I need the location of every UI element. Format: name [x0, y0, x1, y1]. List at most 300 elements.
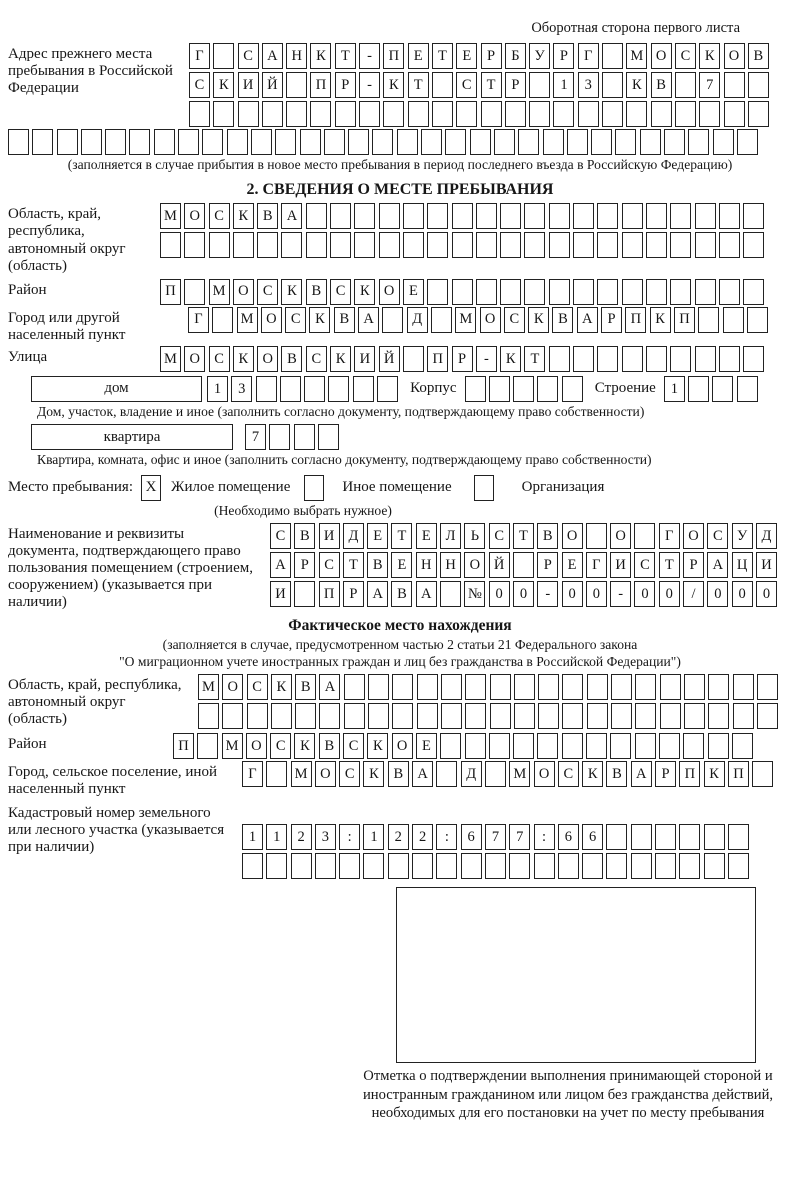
- char-box[interactable]: [538, 674, 559, 700]
- char-box[interactable]: -: [359, 72, 380, 98]
- char-box[interactable]: -: [610, 581, 631, 607]
- char-box[interactable]: [363, 853, 384, 879]
- char-box[interactable]: [222, 703, 243, 729]
- char-box[interactable]: [509, 853, 530, 879]
- char-box[interactable]: [505, 101, 526, 127]
- char-box[interactable]: [543, 129, 564, 155]
- char-box[interactable]: С: [257, 279, 278, 305]
- char-box[interactable]: П: [383, 43, 404, 69]
- char-box[interactable]: С: [489, 523, 510, 549]
- char-box[interactable]: [476, 279, 497, 305]
- char-box[interactable]: [403, 203, 424, 229]
- char-box[interactable]: [688, 129, 709, 155]
- char-box[interactable]: Е: [562, 552, 583, 578]
- char-box[interactable]: [622, 203, 643, 229]
- char-box[interactable]: О: [683, 523, 704, 549]
- char-box[interactable]: [578, 101, 599, 127]
- char-box[interactable]: [606, 824, 627, 850]
- char-box[interactable]: [465, 703, 486, 729]
- char-box[interactable]: [733, 674, 754, 700]
- char-box[interactable]: [708, 733, 729, 759]
- char-box[interactable]: [737, 129, 758, 155]
- char-box[interactable]: [354, 232, 375, 258]
- char-box[interactable]: 2: [291, 824, 312, 850]
- char-box[interactable]: [695, 279, 716, 305]
- char-box[interactable]: А: [270, 552, 291, 578]
- char-box[interactable]: [558, 853, 579, 879]
- char-box[interactable]: [485, 761, 506, 787]
- char-box[interactable]: [431, 307, 452, 333]
- char-box[interactable]: К: [650, 307, 671, 333]
- char-box[interactable]: С: [238, 43, 259, 69]
- char-box[interactable]: С: [707, 523, 728, 549]
- char-box[interactable]: Т: [391, 523, 412, 549]
- char-box[interactable]: [213, 43, 234, 69]
- char-box[interactable]: О: [610, 523, 631, 549]
- char-box[interactable]: [719, 232, 740, 258]
- char-box[interactable]: [452, 203, 473, 229]
- char-box[interactable]: [339, 853, 360, 879]
- char-box[interactable]: П: [674, 307, 695, 333]
- char-box[interactable]: [266, 761, 287, 787]
- char-box[interactable]: В: [651, 72, 672, 98]
- char-box[interactable]: [324, 129, 345, 155]
- char-box[interactable]: 0: [562, 581, 583, 607]
- char-box[interactable]: О: [562, 523, 583, 549]
- char-box[interactable]: [328, 376, 349, 402]
- char-box[interactable]: [379, 232, 400, 258]
- char-box[interactable]: [8, 129, 29, 155]
- char-box[interactable]: А: [319, 674, 340, 700]
- char-box[interactable]: [184, 232, 205, 258]
- char-box[interactable]: С: [247, 674, 268, 700]
- char-box[interactable]: [417, 703, 438, 729]
- char-box[interactable]: [743, 232, 764, 258]
- char-box[interactable]: К: [626, 72, 647, 98]
- char-box[interactable]: [635, 674, 656, 700]
- char-box[interactable]: С: [209, 203, 230, 229]
- char-box[interactable]: М: [222, 733, 243, 759]
- char-box[interactable]: [238, 101, 259, 127]
- char-box[interactable]: И: [270, 581, 291, 607]
- char-box[interactable]: В: [334, 307, 355, 333]
- char-box[interactable]: К: [309, 307, 330, 333]
- char-box[interactable]: 3: [578, 72, 599, 98]
- char-box[interactable]: Р: [537, 552, 558, 578]
- char-box[interactable]: М: [455, 307, 476, 333]
- char-box[interactable]: Е: [367, 523, 388, 549]
- char-box[interactable]: 7: [509, 824, 530, 850]
- char-box[interactable]: Д: [756, 523, 777, 549]
- char-box[interactable]: Р: [294, 552, 315, 578]
- char-box[interactable]: [728, 824, 749, 850]
- char-box[interactable]: [154, 129, 175, 155]
- char-box[interactable]: [573, 232, 594, 258]
- char-box[interactable]: В: [748, 43, 769, 69]
- char-box[interactable]: [626, 101, 647, 127]
- char-box[interactable]: Ь: [464, 523, 485, 549]
- char-box[interactable]: [679, 824, 700, 850]
- char-box[interactable]: [500, 203, 521, 229]
- char-box[interactable]: [445, 129, 466, 155]
- char-box[interactable]: [752, 761, 773, 787]
- char-box[interactable]: Н: [416, 552, 437, 578]
- char-box[interactable]: [427, 232, 448, 258]
- char-box[interactable]: [359, 101, 380, 127]
- char-box[interactable]: [330, 203, 351, 229]
- char-box[interactable]: [524, 203, 545, 229]
- char-box[interactable]: А: [631, 761, 652, 787]
- char-box[interactable]: Е: [391, 552, 412, 578]
- char-box[interactable]: [489, 733, 510, 759]
- char-box[interactable]: [427, 279, 448, 305]
- char-box[interactable]: М: [626, 43, 647, 69]
- char-box[interactable]: [354, 203, 375, 229]
- char-box[interactable]: [664, 129, 685, 155]
- char-box[interactable]: 0: [732, 581, 753, 607]
- char-box[interactable]: [280, 376, 301, 402]
- char-box[interactable]: [723, 307, 744, 333]
- char-box[interactable]: [514, 674, 535, 700]
- char-box[interactable]: А: [262, 43, 283, 69]
- char-box[interactable]: С: [319, 552, 340, 578]
- char-box[interactable]: И: [319, 523, 340, 549]
- char-box[interactable]: [403, 346, 424, 372]
- char-box[interactable]: [635, 733, 656, 759]
- char-box[interactable]: 6: [582, 824, 603, 850]
- char-box[interactable]: [549, 232, 570, 258]
- char-box[interactable]: [631, 853, 652, 879]
- char-box[interactable]: [724, 72, 745, 98]
- char-box[interactable]: [81, 129, 102, 155]
- char-box[interactable]: Р: [343, 581, 364, 607]
- char-box[interactable]: [670, 232, 691, 258]
- char-box[interactable]: [271, 703, 292, 729]
- char-box[interactable]: [452, 279, 473, 305]
- char-box[interactable]: [684, 674, 705, 700]
- char-box[interactable]: И: [756, 552, 777, 578]
- char-box[interactable]: С: [209, 346, 230, 372]
- char-box[interactable]: [698, 307, 719, 333]
- char-box[interactable]: [549, 279, 570, 305]
- char-box[interactable]: [640, 129, 661, 155]
- char-box[interactable]: Е: [456, 43, 477, 69]
- char-box[interactable]: [251, 129, 272, 155]
- char-box[interactable]: [432, 101, 453, 127]
- char-box[interactable]: [160, 232, 181, 258]
- char-box[interactable]: В: [552, 307, 573, 333]
- char-box[interactable]: [732, 733, 753, 759]
- char-box[interactable]: Й: [262, 72, 283, 98]
- char-box[interactable]: А: [358, 307, 379, 333]
- char-box[interactable]: К: [367, 733, 388, 759]
- char-box[interactable]: [670, 279, 691, 305]
- other-premises-checkbox[interactable]: [304, 475, 324, 501]
- char-box[interactable]: [275, 129, 296, 155]
- char-box[interactable]: [748, 101, 769, 127]
- char-box[interactable]: Р: [683, 552, 704, 578]
- char-box[interactable]: 3: [231, 376, 252, 402]
- char-box[interactable]: [719, 346, 740, 372]
- char-box[interactable]: /: [683, 581, 704, 607]
- char-box[interactable]: :: [339, 824, 360, 850]
- char-box[interactable]: В: [367, 552, 388, 578]
- char-box[interactable]: 1: [553, 72, 574, 98]
- char-box[interactable]: С: [456, 72, 477, 98]
- char-box[interactable]: О: [480, 307, 501, 333]
- char-box[interactable]: [573, 346, 594, 372]
- char-box[interactable]: П: [625, 307, 646, 333]
- char-box[interactable]: Р: [335, 72, 356, 98]
- char-box[interactable]: 0: [513, 581, 534, 607]
- char-box[interactable]: [602, 101, 623, 127]
- char-box[interactable]: О: [222, 674, 243, 700]
- char-box[interactable]: [500, 232, 521, 258]
- char-box[interactable]: [670, 203, 691, 229]
- char-box[interactable]: В: [537, 523, 558, 549]
- char-box[interactable]: [57, 129, 78, 155]
- char-box[interactable]: Т: [524, 346, 545, 372]
- char-box[interactable]: [708, 703, 729, 729]
- char-box[interactable]: [490, 703, 511, 729]
- char-box[interactable]: [470, 129, 491, 155]
- char-box[interactable]: [524, 232, 545, 258]
- char-box[interactable]: [494, 129, 515, 155]
- char-box[interactable]: [728, 853, 749, 879]
- char-box[interactable]: [490, 674, 511, 700]
- char-box[interactable]: М: [509, 761, 530, 787]
- char-box[interactable]: [712, 376, 733, 402]
- char-box[interactable]: [562, 376, 583, 402]
- char-box[interactable]: 7: [485, 824, 506, 850]
- char-box[interactable]: К: [528, 307, 549, 333]
- char-box[interactable]: [660, 703, 681, 729]
- char-box[interactable]: С: [270, 733, 291, 759]
- char-box[interactable]: П: [173, 733, 194, 759]
- char-box[interactable]: [684, 703, 705, 729]
- char-box[interactable]: К: [582, 761, 603, 787]
- char-box[interactable]: К: [354, 279, 375, 305]
- char-box[interactable]: [189, 101, 210, 127]
- char-box[interactable]: [747, 307, 768, 333]
- char-box[interactable]: [549, 346, 570, 372]
- char-box[interactable]: [562, 703, 583, 729]
- char-box[interactable]: О: [379, 279, 400, 305]
- char-box[interactable]: [300, 129, 321, 155]
- char-box[interactable]: П: [319, 581, 340, 607]
- char-box[interactable]: М: [291, 761, 312, 787]
- char-box[interactable]: [197, 733, 218, 759]
- char-box[interactable]: [412, 853, 433, 879]
- char-box[interactable]: [611, 703, 632, 729]
- char-box[interactable]: Е: [408, 43, 429, 69]
- char-box[interactable]: Т: [343, 552, 364, 578]
- char-box[interactable]: У: [529, 43, 550, 69]
- char-box[interactable]: [719, 279, 740, 305]
- char-box[interactable]: 1: [207, 376, 228, 402]
- char-box[interactable]: [610, 733, 631, 759]
- char-box[interactable]: [344, 703, 365, 729]
- char-box[interactable]: [382, 307, 403, 333]
- char-box[interactable]: И: [354, 346, 375, 372]
- char-box[interactable]: [586, 733, 607, 759]
- char-box[interactable]: [688, 376, 709, 402]
- char-box[interactable]: Н: [440, 552, 461, 578]
- char-box[interactable]: Т: [481, 72, 502, 98]
- char-box[interactable]: 2: [388, 824, 409, 850]
- char-box[interactable]: №: [464, 581, 485, 607]
- char-box[interactable]: [441, 703, 462, 729]
- char-box[interactable]: Е: [416, 733, 437, 759]
- char-box[interactable]: [286, 72, 307, 98]
- char-box[interactable]: [476, 232, 497, 258]
- char-box[interactable]: [294, 581, 315, 607]
- char-box[interactable]: [660, 674, 681, 700]
- char-box[interactable]: [513, 376, 534, 402]
- char-box[interactable]: В: [257, 203, 278, 229]
- char-box[interactable]: К: [500, 346, 521, 372]
- char-box[interactable]: П: [679, 761, 700, 787]
- char-box[interactable]: И: [238, 72, 259, 98]
- char-box[interactable]: [537, 733, 558, 759]
- char-box[interactable]: Ц: [732, 552, 753, 578]
- char-box[interactable]: В: [295, 674, 316, 700]
- char-box[interactable]: М: [160, 346, 181, 372]
- char-box[interactable]: [513, 552, 534, 578]
- char-box[interactable]: [602, 43, 623, 69]
- char-box[interactable]: 6: [461, 824, 482, 850]
- char-box[interactable]: [383, 101, 404, 127]
- char-box[interactable]: О: [184, 203, 205, 229]
- char-box[interactable]: В: [281, 346, 302, 372]
- char-box[interactable]: [388, 853, 409, 879]
- char-box[interactable]: [436, 853, 457, 879]
- char-box[interactable]: :: [436, 824, 457, 850]
- char-box[interactable]: П: [160, 279, 181, 305]
- char-box[interactable]: С: [270, 523, 291, 549]
- char-box[interactable]: О: [184, 346, 205, 372]
- char-box[interactable]: [597, 346, 618, 372]
- char-box[interactable]: [291, 853, 312, 879]
- char-box[interactable]: [198, 703, 219, 729]
- char-box[interactable]: [719, 203, 740, 229]
- char-box[interactable]: 0: [634, 581, 655, 607]
- char-box[interactable]: [683, 733, 704, 759]
- char-box[interactable]: [32, 129, 53, 155]
- char-box[interactable]: [304, 376, 325, 402]
- char-box[interactable]: К: [233, 203, 254, 229]
- char-box[interactable]: П: [728, 761, 749, 787]
- char-box[interactable]: [631, 824, 652, 850]
- char-box[interactable]: [465, 674, 486, 700]
- organization-checkbox[interactable]: [474, 475, 494, 501]
- char-box[interactable]: [465, 376, 486, 402]
- char-box[interactable]: [748, 72, 769, 98]
- char-box[interactable]: [348, 129, 369, 155]
- char-box[interactable]: [319, 703, 340, 729]
- char-box[interactable]: [441, 674, 462, 700]
- char-box[interactable]: [622, 279, 643, 305]
- char-box[interactable]: [606, 853, 627, 879]
- char-box[interactable]: [456, 101, 477, 127]
- char-box[interactable]: Н: [286, 43, 307, 69]
- char-box[interactable]: [670, 346, 691, 372]
- char-box[interactable]: :: [534, 824, 555, 850]
- char-box[interactable]: [737, 376, 758, 402]
- char-box[interactable]: [733, 703, 754, 729]
- char-box[interactable]: [256, 376, 277, 402]
- char-box[interactable]: В: [306, 279, 327, 305]
- char-box[interactable]: [695, 346, 716, 372]
- char-box[interactable]: С: [306, 346, 327, 372]
- char-box[interactable]: Г: [586, 552, 607, 578]
- char-box[interactable]: О: [315, 761, 336, 787]
- char-box[interactable]: [524, 279, 545, 305]
- char-box[interactable]: Г: [189, 43, 210, 69]
- char-box[interactable]: П: [310, 72, 331, 98]
- char-box[interactable]: [481, 101, 502, 127]
- char-box[interactable]: Д: [407, 307, 428, 333]
- char-box[interactable]: [615, 129, 636, 155]
- char-box[interactable]: А: [577, 307, 598, 333]
- char-box[interactable]: [465, 733, 486, 759]
- char-box[interactable]: [635, 703, 656, 729]
- char-box[interactable]: [417, 674, 438, 700]
- char-box[interactable]: 1: [266, 824, 287, 850]
- char-box[interactable]: О: [233, 279, 254, 305]
- char-box[interactable]: Д: [461, 761, 482, 787]
- char-box[interactable]: С: [285, 307, 306, 333]
- char-box[interactable]: [562, 733, 583, 759]
- char-box[interactable]: 6: [558, 824, 579, 850]
- char-box[interactable]: [743, 203, 764, 229]
- char-box[interactable]: [212, 307, 233, 333]
- char-box[interactable]: [518, 129, 539, 155]
- char-box[interactable]: [209, 232, 230, 258]
- char-box[interactable]: [242, 853, 263, 879]
- char-box[interactable]: [257, 232, 278, 258]
- char-box[interactable]: [202, 129, 223, 155]
- char-box[interactable]: [757, 703, 778, 729]
- char-box[interactable]: Л: [440, 523, 461, 549]
- char-box[interactable]: [529, 72, 550, 98]
- char-box[interactable]: [602, 72, 623, 98]
- char-box[interactable]: [713, 129, 734, 155]
- char-box[interactable]: [440, 733, 461, 759]
- char-box[interactable]: С: [330, 279, 351, 305]
- char-box[interactable]: Б: [505, 43, 526, 69]
- char-box[interactable]: Т: [408, 72, 429, 98]
- char-box[interactable]: [597, 279, 618, 305]
- char-box[interactable]: [537, 376, 558, 402]
- char-box[interactable]: [651, 101, 672, 127]
- char-box[interactable]: 3: [315, 824, 336, 850]
- char-box[interactable]: О: [651, 43, 672, 69]
- char-box[interactable]: Г: [578, 43, 599, 69]
- char-box[interactable]: [318, 424, 339, 450]
- char-box[interactable]: [582, 853, 603, 879]
- char-box[interactable]: [281, 232, 302, 258]
- char-box[interactable]: М: [209, 279, 230, 305]
- char-box[interactable]: [294, 424, 315, 450]
- char-box[interactable]: О: [534, 761, 555, 787]
- char-box[interactable]: 7: [245, 424, 266, 450]
- char-box[interactable]: М: [237, 307, 258, 333]
- char-box[interactable]: Д: [343, 523, 364, 549]
- char-box[interactable]: [591, 129, 612, 155]
- char-box[interactable]: А: [707, 552, 728, 578]
- char-box[interactable]: [529, 101, 550, 127]
